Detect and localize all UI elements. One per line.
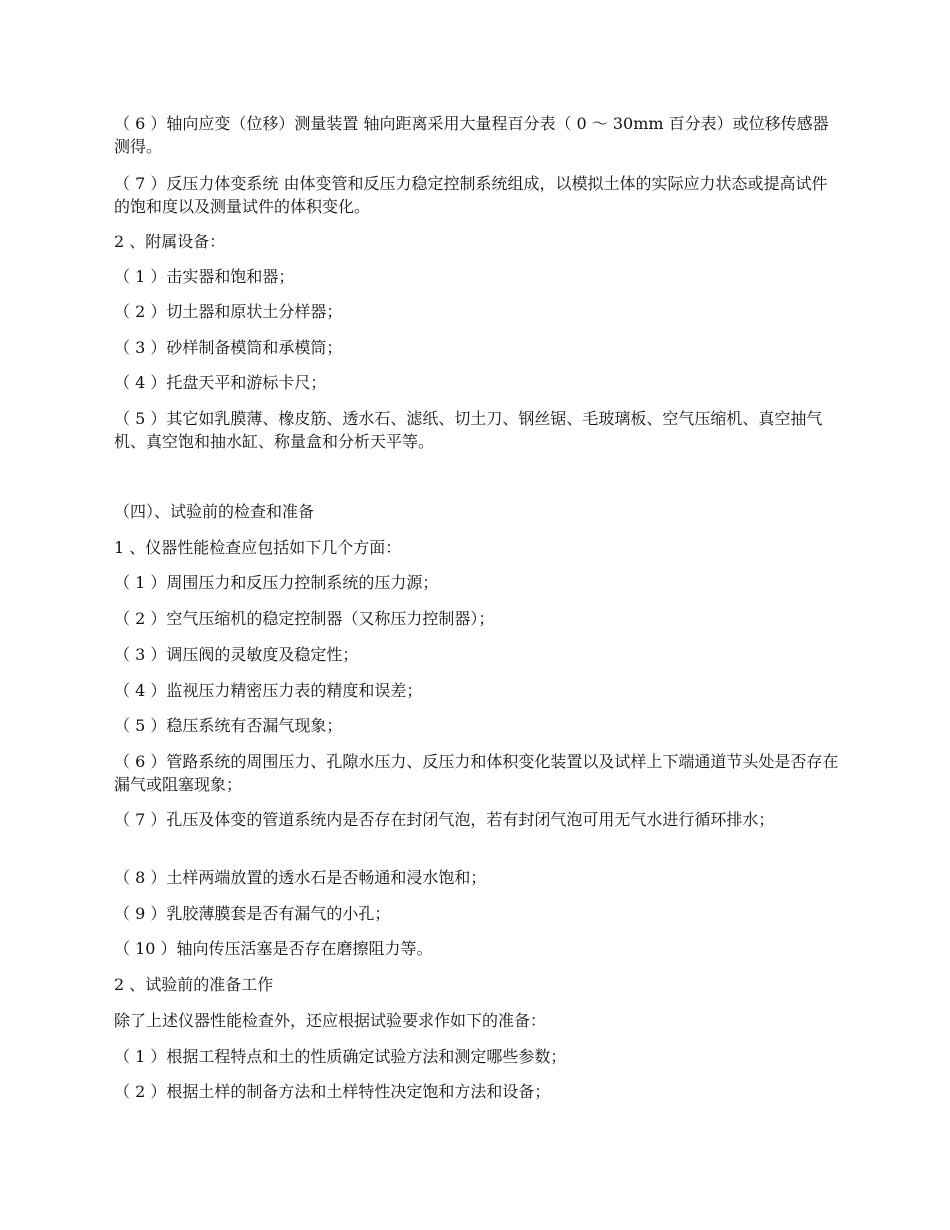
- list-item: （ 1 ）击实器和饱和器；: [114, 267, 295, 286]
- list-item: （ 1 ）周围压力和反压力控制系统的压力源；: [114, 573, 439, 592]
- list-item: （ 10 ）轴向传压活塞是否存在磨擦阻力等。: [114, 939, 433, 958]
- paragraph-back-pressure-system: （ 7 ）反压力体变系统 由体变管和反压力稳定控制系统组成，以模拟土体的实际应力状态或提高试件的饱和度以及测量试件的体积变化。: [114, 174, 828, 216]
- list-item: （ 2 ）切土器和原状土分样器；: [114, 302, 343, 321]
- heading-instrument-check: 1 、仪器性能检查应包括如下几个方面：: [114, 538, 402, 557]
- list-item: （ 2 ）空气压缩机的稳定控制器（又称压力控制器）；: [114, 609, 495, 628]
- section-heading-inspection: （四）、试验前的检查和准备: [114, 502, 315, 521]
- list-item: （ 4 ）监视压力精密压力表的精度和误差；: [114, 681, 423, 700]
- paragraph-preparation-intro: 除了上述仪器性能检查外，还应根据试验要求作如下的准备：: [114, 1011, 547, 1030]
- paragraph-axial-strain-device: （ 6 ）轴向应变（位移）测量装置 轴向距离采用大量程百分表（ 0 ～ 30mm 百分表）或位移传感器测得。: [114, 114, 829, 156]
- list-item: （ 6 ）管路系统的周围压力、孔隙水压力、反压力和体积变化装置以及试样上下端通道节头处是否存在漏气或阻塞现象；: [114, 752, 839, 794]
- list-item: （ 2 ）根据土样的制备方法和土样特性决定饱和方法和设备；: [114, 1082, 551, 1101]
- list-item: （ 3 ）砂样制备模筒和承模筒；: [114, 338, 343, 357]
- list-item: （ 5 ）稳压系统有否漏气现象；: [114, 716, 343, 735]
- list-item: （ 1 ）根据工程特点和土的性质确定试验方法和测定哪些参数；: [114, 1047, 567, 1066]
- list-item: （ 4 ）托盘天平和游标卡尺；: [114, 373, 327, 392]
- list-item: （ 7 ）孔压及体变的管道系统内是否存在封闭气泡，若有封闭气泡可用无气水进行循环排水；: [114, 810, 775, 829]
- heading-auxiliary-equipment: 2 、附属设备：: [114, 232, 226, 251]
- list-item: （ 5 ）其它如乳膜薄、橡皮筋、透水石、滤纸、切土刀、钢丝锯、毛玻璃板、空气压缩机、真空抽气机、真空饱和抽水缸、称量盒和分析天平等。: [114, 409, 823, 451]
- list-item: （ 9 ）乳胶薄膜套是否有漏气的小孔；: [114, 904, 391, 923]
- list-item: （ 8 ）土样两端放置的透水石是否畅通和浸水饱和；: [114, 868, 487, 887]
- heading-preparation-work: 2 、试验前的准备工作: [114, 975, 274, 994]
- list-item: （ 3 ）调压阀的灵敏度及稳定性；: [114, 645, 359, 664]
